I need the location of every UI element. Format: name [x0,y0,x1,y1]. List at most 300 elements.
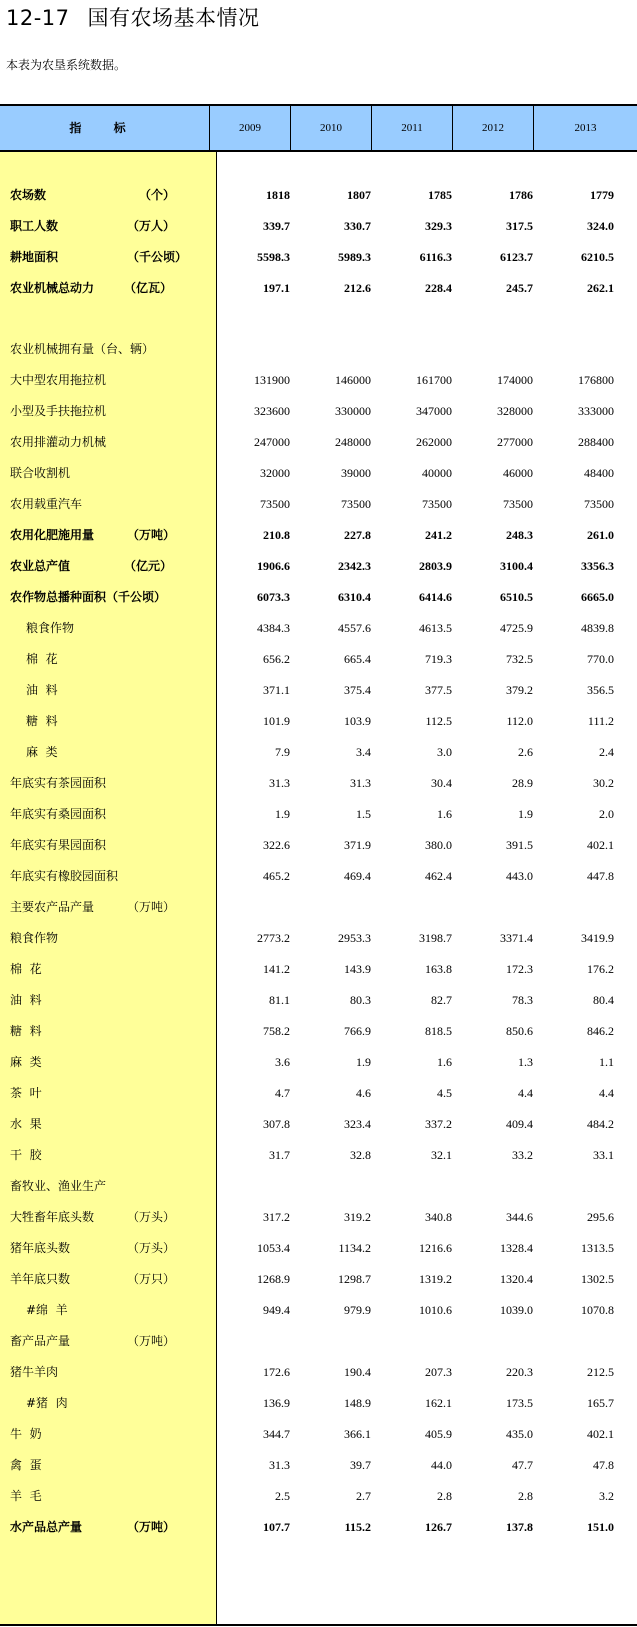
table-cell: 46000 [503,466,533,480]
row-unit: （千公顷） [127,250,188,264]
table-cell: 161700 [416,373,452,387]
row-label: 糖 料 [10,1024,42,1038]
row-label: 年底实有茶园面积 [10,776,107,790]
row-label: 小型及手扶拖拉机 [10,404,107,418]
row-unit: （万吨） [127,1520,176,1534]
row-label: 年底实有果园面积 [10,838,107,852]
table-cell: 7.9 [275,745,290,759]
table-cell: 4839.8 [581,621,614,635]
table-cell: 3371.4 [500,931,533,945]
table-cell: 2.8 [518,1489,533,1503]
table-cell: 131900 [254,373,290,387]
table-row [0,180,637,211]
table-cell: 261.0 [587,528,614,542]
row-label: 棉 花 [10,962,42,976]
row-unit: （万吨） [127,528,176,542]
table-cell: 3419.9 [581,931,614,945]
table-cell: 31.3 [269,776,290,790]
row-label: 大牲畜年底头数 [10,1210,95,1224]
table-cell: 111.2 [587,714,614,728]
table-cell: 3100.4 [500,559,533,573]
table-row [0,1481,637,1512]
table-row [0,520,637,551]
table-row [0,954,637,985]
row-label: 粮食作物 [26,621,75,635]
table-cell: 337.2 [425,1117,452,1131]
table-cell: 4.7 [275,1086,290,1100]
table-cell: 3198.7 [419,931,452,945]
row-label: 水产品总产量 [10,1520,83,1534]
table-row [0,1047,637,1078]
table-cell: 6510.5 [500,590,533,604]
table-row [0,1419,637,1450]
table-cell: 1302.5 [581,1272,614,1286]
table-cell: 1216.6 [419,1241,452,1255]
table-cell: 462.4 [425,869,452,883]
table-cell: 1.6 [437,807,452,821]
table-cell: 330000 [335,404,371,418]
table-cell: 107.7 [263,1520,290,1534]
table-row [0,427,637,458]
row-label: 联合收割机 [10,466,71,480]
table-cell: 1134.2 [338,1241,371,1255]
table-cell: 210.8 [263,528,290,542]
table-cell: 31.3 [350,776,371,790]
table-cell: 2.0 [599,807,614,821]
table-cell: 146000 [335,373,371,387]
row-label: 职工人数 [10,219,59,233]
table-cell: 465.2 [263,869,290,883]
table-cell: 1053.4 [257,1241,290,1255]
table-cell: 172.6 [263,1365,290,1379]
table-note: 本表为农垦系统数据。 [6,58,127,72]
table-cell: 347000 [416,404,452,418]
table-cell: 371.1 [263,683,290,697]
table-cell: 1313.5 [581,1241,614,1255]
table-row [0,830,637,861]
table-cell: 405.9 [425,1427,452,1441]
row-label: 猪年底头数 [10,1241,71,1255]
table-cell: 1.5 [356,807,371,821]
table-row [0,892,637,923]
row-label: 农业机械拥有量（台、辆） [10,342,155,356]
table-cell: 143.9 [344,962,371,976]
table-row [0,211,637,242]
table-row [0,365,637,396]
table-row [0,1109,637,1140]
row-label: 油 料 [26,683,58,697]
table-cell: 758.2 [263,1024,290,1038]
table-cell: 80.3 [350,993,371,1007]
row-label: 年底实有橡胶园面积 [10,869,119,883]
table-cell: 81.1 [269,993,290,1007]
table-cell: 322.6 [263,838,290,852]
table-cell: 212.6 [344,281,371,295]
row-label: #绵 羊 [26,1303,68,1317]
table-cell: 5598.3 [257,250,290,264]
table-bottom-rule [0,1624,637,1626]
table-cell: 78.3 [512,993,533,1007]
table-cell: 317.5 [506,219,533,233]
table-cell: 6116.3 [419,250,452,264]
row-label: 农用化肥施用量 [10,528,95,542]
table-cell: 32.8 [350,1148,371,1162]
table-cell: 402.1 [587,838,614,852]
table-cell: 30.4 [431,776,452,790]
table-cell: 328000 [497,404,533,418]
table-cell: 1328.4 [500,1241,533,1255]
table-row [0,613,637,644]
row-label: 农业机械总动力 [10,281,95,295]
row-unit: （万吨） [127,900,176,914]
table-cell: 151.0 [587,1520,614,1534]
table-cell: 846.2 [587,1024,614,1038]
table-cell: 103.9 [344,714,371,728]
row-label: 畜牧业、渔业生产 [10,1179,107,1193]
table-cell: 39.7 [350,1458,371,1472]
table-row [0,737,637,768]
table-cell: 31.3 [269,1458,290,1472]
table-cell: 2773.2 [257,931,290,945]
table-cell: 1070.8 [581,1303,614,1317]
table-row [0,1450,637,1481]
row-label: 大中型农用拖拉机 [10,373,107,387]
table-cell: 340.8 [425,1210,452,1224]
table-cell: 719.3 [425,652,452,666]
table-cell: 1818 [266,188,290,202]
table-cell: 190.4 [344,1365,371,1379]
table-row [0,1202,637,1233]
table-row [0,1140,637,1171]
table-cell: 248000 [335,435,371,449]
table-row [0,706,637,737]
table-cell: 375.4 [344,683,371,697]
table-title: 国有农场基本情况 [87,6,260,30]
table-cell: 6310.4 [338,590,371,604]
table-cell: 39000 [341,466,371,480]
row-unit: （亿瓦） [124,281,173,295]
row-label: 年底实有桑园面积 [10,807,107,821]
table-cell: 197.1 [263,281,290,295]
table-cell: 245.7 [506,281,533,295]
table-cell: 656.2 [263,652,290,666]
row-label: 禽 蛋 [10,1458,42,1472]
table-cell: 6414.6 [419,590,452,604]
table-cell: 435.0 [506,1427,533,1441]
page-title [6,2,260,32]
table-cell: 40000 [422,466,452,480]
table-cell: 366.1 [344,1427,371,1441]
row-unit: （万人） [127,219,176,233]
row-label: 耕地面积 [10,250,59,264]
table-cell: 112.0 [506,714,533,728]
row-label: 麻 类 [10,1055,42,1069]
table-cell: 4557.6 [338,621,371,635]
table-cell: 241.2 [425,528,452,542]
table-cell: 850.6 [506,1024,533,1038]
row-label: 棉 花 [26,652,58,666]
table-cell: 377.5 [425,683,452,697]
table-cell: 380.0 [425,838,452,852]
table-cell: 227.8 [344,528,371,542]
table-cell: 1.9 [356,1055,371,1069]
table-cell: 137.8 [506,1520,533,1534]
row-label: 油 料 [10,993,42,1007]
table-cell: 665.4 [344,652,371,666]
row-unit: （万头） [127,1241,176,1255]
table-cell: 165.7 [587,1396,614,1410]
table-cell: 732.5 [506,652,533,666]
table-cell: 6665.0 [581,590,614,604]
table-cell: 2.5 [275,1489,290,1503]
table-cell: 172.3 [506,962,533,976]
table-row [0,1512,637,1543]
row-label: 农作物总播种面积（千公顷） [10,590,167,604]
table-row [0,551,637,582]
table-cell: 1.6 [437,1055,452,1069]
table-cell: 148.9 [344,1396,371,1410]
row-label: 糖 料 [26,714,58,728]
table-cell: 73500 [503,497,533,511]
table-cell: 28.9 [512,776,533,790]
row-label: 麻 类 [26,745,58,759]
table-cell: 344.7 [263,1427,290,1441]
row-unit: （万头） [127,1210,176,1224]
table-cell: 4613.5 [419,621,452,635]
table-cell: 262.1 [587,281,614,295]
table-row [0,489,637,520]
table-cell: 1010.6 [419,1303,452,1317]
table-cell: 484.2 [587,1117,614,1131]
table-row [0,582,637,613]
table-cell: 5989.3 [338,250,371,264]
table-cell: 447.8 [587,869,614,883]
table-cell: 333000 [578,404,614,418]
table-row [0,242,637,273]
table-cell: 323600 [254,404,290,418]
table-cell: 162.1 [425,1396,452,1410]
table-cell: 80.4 [593,993,614,1007]
table-cell: 44.0 [431,1458,452,1472]
row-label: 畜产品产量 [10,1334,71,1348]
header-year: 2013 [574,122,597,134]
table-cell: 30.2 [593,776,614,790]
table-row [0,458,637,489]
table-cell: 443.0 [506,869,533,883]
table-cell: 339.7 [263,219,290,233]
table-cell: 1779 [590,188,614,202]
row-unit: （亿元） [124,559,173,573]
table-row [0,768,637,799]
row-unit: （万只） [127,1272,176,1286]
header-year: 2012 [453,106,534,150]
table-cell: 47.8 [593,1458,614,1472]
table-cell: 1039.0 [500,1303,533,1317]
table-header [0,104,637,152]
table-cell: 277000 [497,435,533,449]
table-cell: 379.2 [506,683,533,697]
table-cell: 101.9 [263,714,290,728]
row-label: #猪 肉 [26,1396,68,1410]
row-label: 农用载重汽车 [10,497,83,511]
table-cell: 73500 [341,497,371,511]
table-cell: 949.4 [263,1303,290,1317]
table-cell: 4.4 [518,1086,533,1100]
table-cell: 307.8 [263,1117,290,1131]
table-row [0,923,637,954]
table-cell: 1.3 [518,1055,533,1069]
table-cell: 73500 [584,497,614,511]
table-cell: 1.9 [275,807,290,821]
row-label: 羊年底只数 [10,1272,71,1286]
table-cell: 2.7 [356,1489,371,1503]
table-row [0,1233,637,1264]
table-cell: 1786 [509,188,533,202]
table-cell: 2342.3 [338,559,371,573]
table-cell: 126.7 [425,1520,452,1534]
table-cell: 295.6 [587,1210,614,1224]
table-cell: 1807 [347,188,371,202]
table-cell: 176.2 [587,962,614,976]
table-row [0,1264,637,1295]
table-cell: 3.6 [275,1055,290,1069]
header-year: 2009 [210,106,291,150]
table-row [0,1326,637,1357]
table-number: 12-17 [6,6,70,30]
row-label: 干 胶 [10,1148,42,1162]
table-cell: 2.6 [518,745,533,759]
row-label: 水 果 [10,1117,42,1131]
table-cell: 2803.9 [419,559,452,573]
table-cell: 174000 [497,373,533,387]
table-cell: 409.4 [506,1117,533,1131]
table-cell: 330.7 [344,219,371,233]
header-indicator: 指 标 [0,106,210,150]
table-cell: 3356.3 [581,559,614,573]
table-row [0,273,637,304]
table-cell: 3.2 [599,1489,614,1503]
table-cell: 770.0 [587,652,614,666]
table-cell: 1785 [428,188,452,202]
table-row [0,675,637,706]
table-cell: 288400 [578,435,614,449]
table-cell: 2.8 [437,1489,452,1503]
table-cell: 4.6 [356,1086,371,1100]
table-cell: 73500 [260,497,290,511]
table-cell: 766.9 [344,1024,371,1038]
table-cell: 371.9 [344,838,371,852]
table-cell: 1.9 [518,807,533,821]
table-cell: 329.3 [425,219,452,233]
header-year: 2011 [372,106,453,150]
table-cell: 402.1 [587,1427,614,1441]
table-row [0,1295,637,1326]
table-cell: 6210.5 [581,250,614,264]
table-row [0,799,637,830]
table-cell: 979.9 [344,1303,371,1317]
table-cell: 248.3 [506,528,533,542]
table-cell: 324.0 [587,219,614,233]
table-cell: 136.9 [263,1396,290,1410]
table-cell: 4.5 [437,1086,452,1100]
table-row [0,1171,637,1202]
table-cell: 3.0 [437,745,452,759]
table-cell: 163.8 [425,962,452,976]
row-label: 猪牛羊肉 [10,1365,59,1379]
table-cell: 469.4 [344,869,371,883]
table-cell: 3.4 [356,745,371,759]
table-cell: 356.5 [587,683,614,697]
table-row [0,334,637,365]
table-row [0,396,637,427]
table-cell: 4725.9 [500,621,533,635]
table-cell: 176800 [578,373,614,387]
table-cell: 1906.6 [257,559,290,573]
table-cell: 48400 [584,466,614,480]
table-cell: 1319.2 [419,1272,452,1286]
table-row [0,644,637,675]
table-cell: 115.2 [344,1520,371,1534]
table-row [0,1016,637,1047]
table-cell: 344.6 [506,1210,533,1224]
table-cell: 2.4 [599,745,614,759]
table-cell: 112.5 [425,714,452,728]
table-cell: 212.5 [587,1365,614,1379]
table-cell: 4.4 [599,1086,614,1100]
table-cell: 220.3 [506,1365,533,1379]
table-row [0,985,637,1016]
table-cell: 2953.3 [338,931,371,945]
table-row [0,861,637,892]
table-row [0,1078,637,1109]
row-label: 农业总产值 [10,559,71,573]
table-cell: 173.5 [506,1396,533,1410]
row-label: 农用排灌动力机械 [10,435,107,449]
row-label: 茶 叶 [10,1086,42,1100]
table-cell: 207.3 [425,1365,452,1379]
table-row [0,1357,637,1388]
table-cell: 6123.7 [500,250,533,264]
table-cell: 247000 [254,435,290,449]
row-label: 羊 毛 [10,1489,42,1503]
table-cell: 6073.3 [257,590,290,604]
table-cell: 82.7 [431,993,452,1007]
table-cell: 141.2 [263,962,290,976]
table-cell: 323.4 [344,1117,371,1131]
table-cell: 391.5 [506,838,533,852]
table-row [0,1388,637,1419]
table-cell: 228.4 [425,281,452,295]
row-label: 牛 奶 [10,1427,42,1441]
table-cell: 317.2 [263,1210,290,1224]
table-cell: 32.1 [431,1148,452,1162]
table-cell: 33.1 [593,1148,614,1162]
table-cell: 818.5 [425,1024,452,1038]
table-cell: 73500 [422,497,452,511]
row-unit: （万吨） [127,1334,176,1348]
table-cell: 1298.7 [338,1272,371,1286]
table-cell: 33.2 [512,1148,533,1162]
row-label: 农场数 [10,188,47,202]
table-cell: 1320.4 [500,1272,533,1286]
row-label: 粮食作物 [10,931,59,945]
table-cell: 1.1 [599,1055,614,1069]
table-cell: 31.7 [269,1148,290,1162]
header-year: 2010 [291,106,372,150]
table-cell: 1268.9 [257,1272,290,1286]
table-cell: 262000 [416,435,452,449]
table-cell: 319.2 [344,1210,371,1224]
